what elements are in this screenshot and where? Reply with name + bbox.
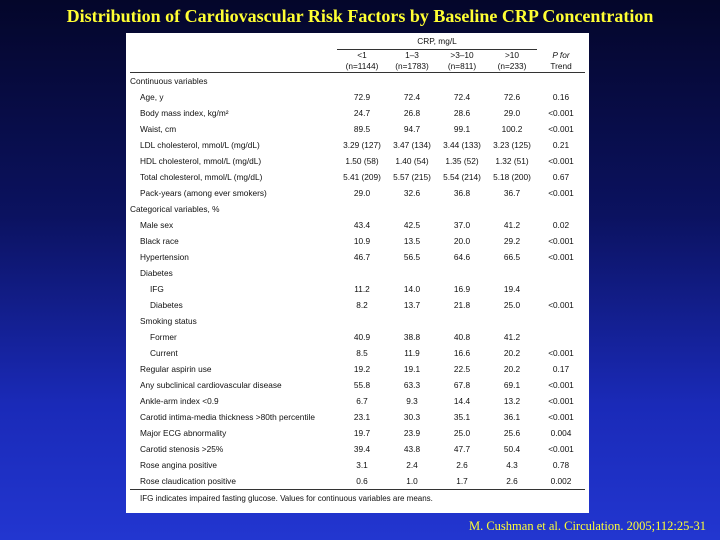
table-panel <box>126 33 589 513</box>
cell-value <box>387 313 437 329</box>
cell-value: 4.3 <box>506 460 518 470</box>
slide-title: Distribution of Cardiovascular Risk Factors by Baseline CRP Concentration <box>66 6 654 26</box>
cell-value: 32.6 <box>403 188 421 198</box>
cell-value: 26.8 <box>403 108 421 118</box>
p-value: 0.78 <box>552 460 570 470</box>
row-label: Age, y <box>140 92 164 102</box>
cell-value: 14.4 <box>453 396 471 406</box>
p-value <box>537 329 585 345</box>
table-row <box>130 105 585 121</box>
p-value: 0.21 <box>552 140 570 150</box>
cell-value: 5.57 (215) <box>393 172 431 182</box>
row-label: Diabetes <box>140 268 173 278</box>
table-row <box>130 249 585 265</box>
cell-value: 13.7 <box>403 300 421 310</box>
cell-value: 1.0 <box>406 476 418 486</box>
table-row <box>130 281 585 297</box>
cell-value <box>487 313 537 329</box>
cell-value: 69.1 <box>503 380 521 390</box>
row-label: Rose claudication positive <box>140 476 236 486</box>
p-value: <0.001 <box>548 236 574 246</box>
cell-value: 56.5 <box>403 252 421 262</box>
cell-value: 72.9 <box>353 92 371 102</box>
p-value: <0.001 <box>548 412 574 422</box>
cell-value: 55.8 <box>353 380 371 390</box>
cell-value: 39.4 <box>353 444 371 454</box>
cell-value: 19.7 <box>353 428 371 438</box>
cell-value: 63.3 <box>403 380 421 390</box>
p-value: 0.004 <box>550 428 572 438</box>
table-row <box>130 473 585 490</box>
cell-value: 23.9 <box>403 428 421 438</box>
cell-value: 5.54 (214) <box>443 172 481 182</box>
row-label: Hypertension <box>140 252 189 262</box>
cell-value: 42.5 <box>403 220 421 230</box>
column-header: <1 (n=1144) <box>345 50 379 71</box>
row-label: Waist, cm <box>140 124 177 134</box>
cell-value: 64.6 <box>453 252 471 262</box>
cell-value: 5.41 (209) <box>343 172 381 182</box>
p-trend-header: P for Trend <box>550 49 572 71</box>
footnote: IFG indicates impaired fasting glucose. Values for continuous variables are means. <box>130 490 585 507</box>
p-value: 0.67 <box>552 172 570 182</box>
cell-value: 1.50 (58) <box>345 156 379 166</box>
cell-value: 1.7 <box>456 476 468 486</box>
cell-value <box>487 265 537 281</box>
cell-value: 5.18 (200) <box>493 172 531 182</box>
column-header: >3–10 (n=811) <box>447 50 477 71</box>
cell-value: 8.2 <box>356 300 368 310</box>
cell-value: 72.6 <box>503 92 521 102</box>
cell-value: 66.5 <box>503 252 521 262</box>
cell-value: 67.8 <box>453 380 471 390</box>
cell-value: 3.47 (134) <box>393 140 431 150</box>
cell-value: 25.6 <box>503 428 521 438</box>
table-row <box>130 169 585 185</box>
row-label: Carotid intima-media thickness >80th percentile <box>140 412 316 422</box>
table-row <box>130 377 585 393</box>
cell-value: 16.6 <box>453 348 471 358</box>
cell-value: 41.2 <box>503 220 521 230</box>
p-value: <0.001 <box>548 380 574 390</box>
table-row <box>130 457 585 473</box>
table-row <box>130 233 585 249</box>
row-label: Major ECG abnormality <box>140 428 227 438</box>
p-value: 0.02 <box>552 220 570 230</box>
p-value <box>537 265 585 281</box>
cell-value: 40.8 <box>453 332 471 342</box>
table-row <box>130 425 585 441</box>
cell-value: 25.0 <box>503 300 521 310</box>
cell-value <box>437 265 487 281</box>
cell-value: 3.23 (125) <box>493 140 531 150</box>
row-label: Smoking status <box>140 316 197 326</box>
cell-value: 2.6 <box>456 460 468 470</box>
cell-value: 38.8 <box>403 332 421 342</box>
cell-value: 23.1 <box>353 412 371 422</box>
table-row <box>130 361 585 377</box>
table-row <box>130 89 585 105</box>
row-label: HDL cholesterol, mmol/L (mg/dL) <box>140 156 262 166</box>
cell-value: 0.6 <box>356 476 368 486</box>
table-row <box>130 329 585 345</box>
cell-value: 8.5 <box>356 348 368 358</box>
cell-value: 46.7 <box>353 252 371 262</box>
cell-value: 43.4 <box>353 220 371 230</box>
cell-value: 11.2 <box>354 284 370 294</box>
row-label: Rose angina positive <box>140 460 218 470</box>
table-row <box>130 441 585 457</box>
cell-value: 24.7 <box>353 108 371 118</box>
row-label: Total cholesterol, mmol/L (mg/dL) <box>140 172 263 182</box>
cell-value: 72.4 <box>403 92 421 102</box>
cell-value: 20.0 <box>453 236 471 246</box>
column-header: 1–3 (n=1783) <box>395 50 429 71</box>
cell-value: 47.7 <box>453 444 471 454</box>
cell-value: 36.7 <box>503 188 521 198</box>
cell-value: 16.9 <box>453 284 471 294</box>
cell-value: 13.2 <box>503 396 521 406</box>
cell-value: 35.1 <box>453 412 471 422</box>
table-row <box>130 313 585 329</box>
p-value: 0.002 <box>550 476 572 486</box>
table-row <box>130 409 585 425</box>
cell-value: 29.2 <box>503 236 521 246</box>
cell-value: 2.6 <box>506 476 518 486</box>
cell-value <box>387 265 437 281</box>
cell-value: 36.8 <box>453 188 471 198</box>
cell-value: 21.8 <box>453 300 471 310</box>
table-row <box>130 185 585 201</box>
row-label: Any subclinical cardiovascular disease <box>140 380 282 390</box>
p-value: <0.001 <box>548 300 574 310</box>
cell-value <box>337 313 387 329</box>
row-label: Regular aspirin use <box>140 364 212 374</box>
cell-value: 25.0 <box>453 428 471 438</box>
cell-value: 11.9 <box>404 348 420 358</box>
row-label: IFG <box>150 284 164 294</box>
cell-value: 36.1 <box>503 412 521 422</box>
row-label: Black race <box>140 236 179 246</box>
p-value: <0.001 <box>548 156 574 166</box>
p-value: <0.001 <box>548 348 574 358</box>
table-row <box>130 345 585 361</box>
cell-value: 89.5 <box>353 124 371 134</box>
table-row <box>130 153 585 169</box>
cell-value: 72.4 <box>453 92 471 102</box>
p-value: 0.16 <box>552 92 570 102</box>
table-row <box>130 297 585 313</box>
cell-value: 29.0 <box>353 188 371 198</box>
table-row <box>130 217 585 233</box>
column-header: >10 (n=233) <box>497 50 527 71</box>
cell-value: 19.4 <box>503 284 521 294</box>
p-value: <0.001 <box>548 252 574 262</box>
cell-value: 9.3 <box>406 396 418 406</box>
crp-header-row <box>130 33 585 50</box>
cell-value: 1.40 (54) <box>395 156 429 166</box>
table-row <box>130 393 585 409</box>
footnote-row <box>130 490 585 507</box>
row-label: Body mass index, kg/m² <box>140 108 229 118</box>
cell-value: 20.2 <box>503 348 521 358</box>
section-header <box>130 201 585 217</box>
row-label: LDL cholesterol, mmol/L (mg/dL) <box>140 140 260 150</box>
cell-value: 94.7 <box>403 124 421 134</box>
cell-value: 3.44 (133) <box>443 140 481 150</box>
cell-value: 3.1 <box>356 460 368 470</box>
cell-value: 28.6 <box>453 108 471 118</box>
p-value: <0.001 <box>548 396 574 406</box>
cell-value: 100.2 <box>501 124 523 134</box>
column-header-row <box>130 50 585 73</box>
cell-value: 99.1 <box>453 124 471 134</box>
cell-value: 40.9 <box>353 332 371 342</box>
row-label: Diabetes <box>150 300 183 310</box>
cell-value: 13.5 <box>403 236 421 246</box>
section-header <box>130 73 585 90</box>
cell-value: 6.7 <box>356 396 368 406</box>
p-value <box>537 313 585 329</box>
cell-value: 41.2 <box>503 332 521 342</box>
section-label: Categorical variables, % <box>130 204 220 214</box>
p-value: <0.001 <box>548 124 574 134</box>
row-label: Male sex <box>140 220 174 230</box>
cell-value: 1.32 (51) <box>495 156 529 166</box>
table-row <box>130 265 585 281</box>
cell-value: 19.1 <box>403 364 421 374</box>
citation: M. Cushman et al. Circulation. 2005;112:25-31 <box>468 519 706 533</box>
row-label: Carotid stenosis >25% <box>140 444 224 454</box>
cell-value <box>437 313 487 329</box>
cell-value: 37.0 <box>453 220 471 230</box>
cell-value <box>337 265 387 281</box>
cell-value: 14.0 <box>403 284 421 294</box>
cell-value: 50.4 <box>503 444 521 454</box>
risk-factor-table <box>130 33 585 506</box>
cell-value: 22.5 <box>453 364 471 374</box>
p-value: <0.001 <box>548 444 574 454</box>
p-value: 0.17 <box>552 364 570 374</box>
row-label: Former <box>150 332 177 342</box>
cell-value: 20.2 <box>503 364 521 374</box>
row-label: Current <box>150 348 178 358</box>
p-value <box>537 281 585 297</box>
cell-value: 29.0 <box>503 108 521 118</box>
table-row <box>130 137 585 153</box>
p-value: <0.001 <box>548 108 574 118</box>
row-label: Ankle-arm index <0.9 <box>140 396 219 406</box>
cell-value: 19.2 <box>353 364 371 374</box>
p-value: <0.001 <box>548 188 574 198</box>
cell-value: 43.8 <box>403 444 421 454</box>
cell-value: 3.29 (127) <box>343 140 381 150</box>
crp-header: CRP, mg/L <box>337 33 537 50</box>
cell-value: 1.35 (52) <box>445 156 479 166</box>
cell-value: 30.3 <box>403 412 421 422</box>
section-label: Continuous variables <box>130 76 208 86</box>
row-label: Pack-years (among ever smokers) <box>140 188 267 198</box>
cell-value: 10.9 <box>353 236 371 246</box>
table-row <box>130 121 585 137</box>
cell-value: 2.4 <box>406 460 418 470</box>
